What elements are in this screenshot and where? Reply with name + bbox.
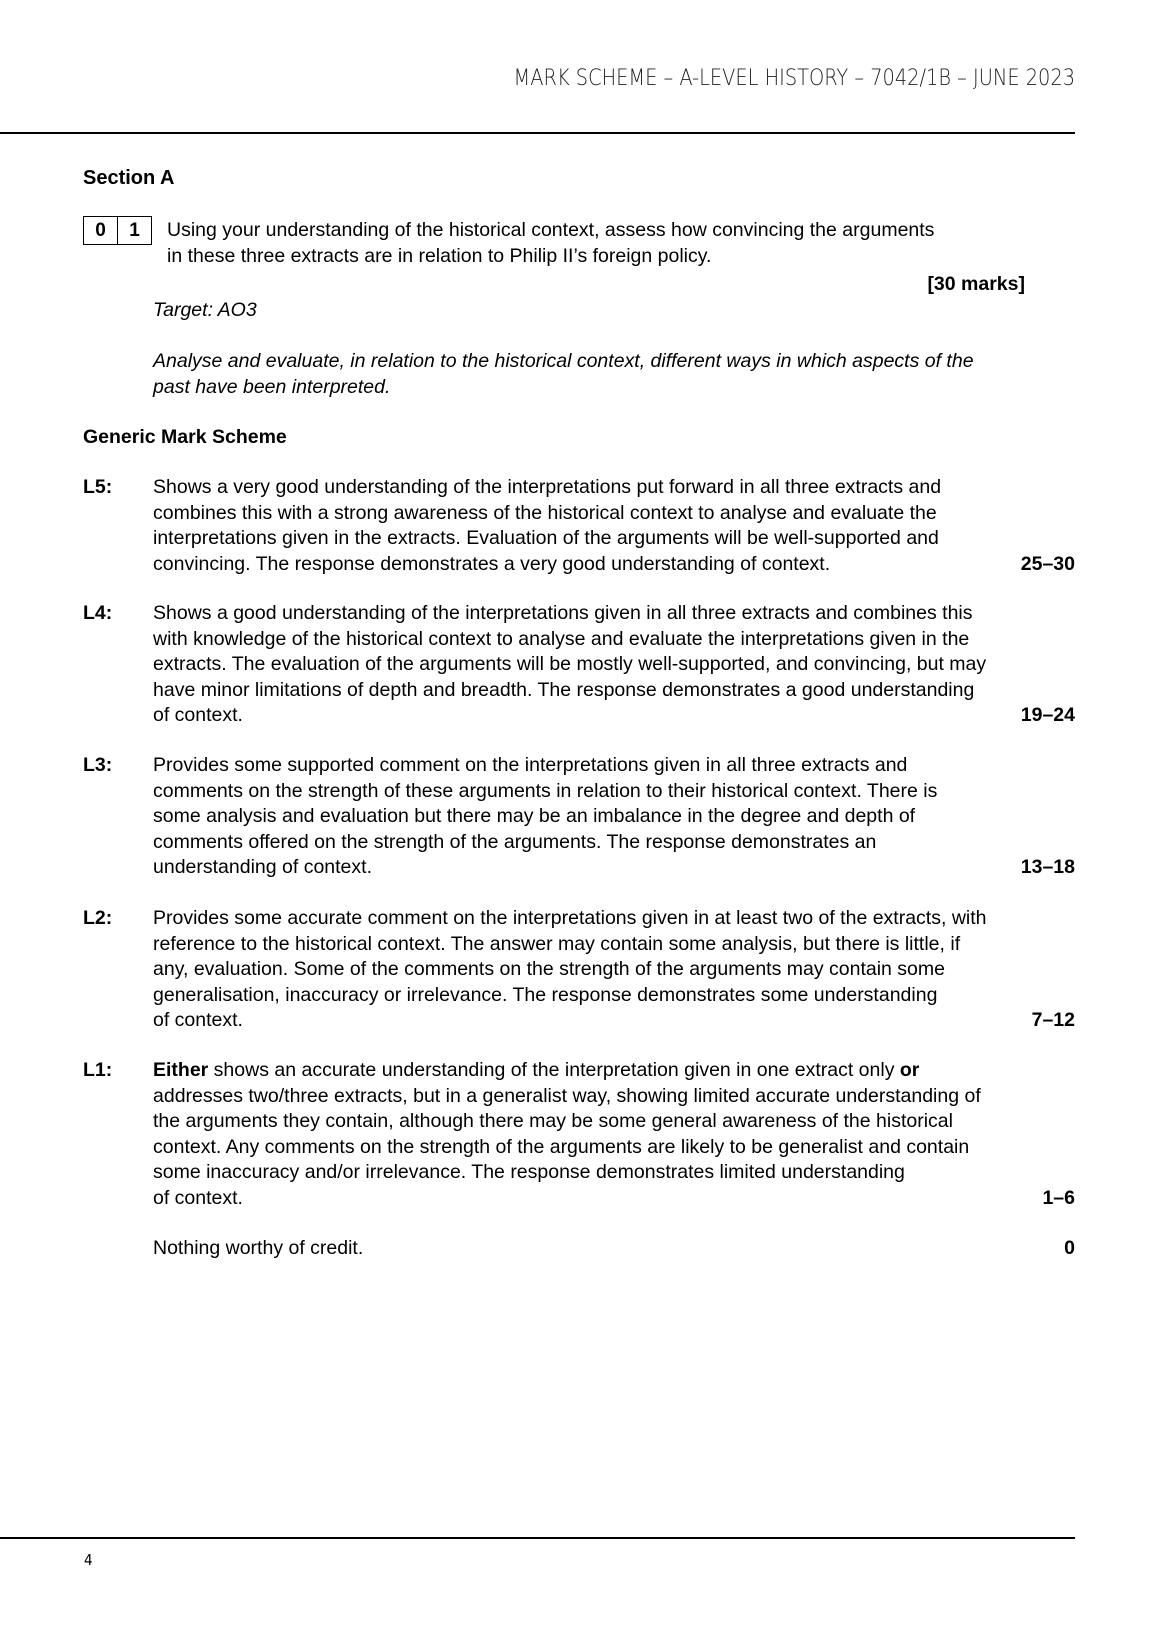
level-text-line: any, evaluation. Some of the comments on the strength of the arguments may contain some: [153, 958, 945, 980]
level-marks: 13–18: [1020, 856, 1075, 878]
level-marks: 1–6: [1042, 1186, 1075, 1209]
level-text-line: understanding of context.: [153, 856, 372, 878]
level-label: L5:: [83, 476, 113, 498]
level-text-line: the arguments they contain, although there may be some general awareness of the historical: [153, 1110, 953, 1132]
emphasis-either: Either: [153, 1059, 209, 1081]
level-label: L4:: [83, 602, 113, 624]
emphasis-or: or: [899, 1059, 920, 1081]
level-text: [153, 475, 1013, 577]
level-marks: 0: [1064, 1237, 1075, 1259]
level-text-line: convincing. The response demonstrates a very good understanding of context.: [153, 552, 831, 575]
level-text-line: interpretations given in the extracts. Evaluation of the arguments will be well-supported and: [153, 527, 939, 549]
level-text-line: comments offered on the strength of the arguments. The response demonstrates an: [153, 830, 877, 853]
level-text-line: have minor limitations of depth and breadth. The response demonstrates a good understanding: [153, 678, 975, 701]
level-text-line: some inaccuracy and/or irrelevance. The response demonstrates limited understanding: [153, 1161, 905, 1183]
level-label: L1:: [83, 1059, 113, 1081]
level-text-line: addresses two/three extracts, but in a generalist way, showing limited accurate understanding of: [153, 1084, 981, 1107]
level-descriptor-l1: [83, 1058, 1075, 1211]
level-descriptor-l3: [83, 753, 1075, 881]
level-text-line: of context.: [153, 1186, 243, 1209]
level-descriptor-l2: [83, 906, 1075, 1034]
ao-description-line: past have been interpreted.: [153, 375, 391, 398]
level-text: [153, 1058, 1013, 1211]
level-label: L3:: [83, 754, 113, 776]
level-text-line: Shows a very good understanding of the interpretations put forward in all three extracts and: [153, 476, 942, 498]
question-text-line: Using your understanding of the historical context, assess how convincing the arguments: [167, 219, 935, 241]
assessment-target: Target: AO3: [153, 299, 257, 321]
level-text-line: extracts. The evaluation of the arguments will be mostly well-supported, and convincing, but may: [153, 653, 987, 675]
level-text-line: comments on the strength of these arguments in relation to their historical context. There is: [153, 779, 938, 802]
question-text: [167, 218, 1047, 269]
level-text: [153, 1236, 1013, 1262]
level-text-line: Provides some supported comment on the interpretations given in all three extracts and: [153, 754, 908, 776]
level-descriptor-zero: [83, 1236, 1075, 1262]
level-label: L2:: [83, 907, 113, 929]
level-text-line: Provides some accurate comment on the interpretations given in at least two of the extracts, with: [153, 907, 987, 929]
level-text-line: combines this with a strong awareness of the historical context to analyse and evaluate the: [153, 501, 937, 524]
question-number-box: [83, 216, 152, 245]
question-number-digit: 0: [95, 219, 106, 241]
level-text-line: reference to the historical context. The answer may contain some analysis, but there is little, if: [153, 932, 961, 955]
level-marks: 19–24: [1020, 704, 1075, 726]
level-marks: 25–30: [1020, 552, 1075, 575]
question-text-line: in these three extracts are in relation to Philip II’s foreign policy.: [167, 244, 712, 267]
level-text: [153, 601, 1013, 729]
level-text-line: [153, 1058, 1013, 1084]
level-text: [153, 753, 1013, 881]
level-descriptor-l5: [83, 475, 1075, 577]
question-marks: [30 marks]: [927, 273, 1025, 295]
level-text-line: context. Any comments on the strength of the arguments are likely to be generalist and contain: [153, 1135, 970, 1158]
level-text-line: with knowledge of the historical context to analyse and evaluate the interpretations given in the: [153, 627, 970, 650]
level-text-line: some analysis and evaluation but there may be an imbalance in the degree and depth of: [153, 805, 916, 827]
level-text-line: of context.: [153, 1009, 243, 1031]
level-text-line: Nothing worthy of credit.: [153, 1237, 364, 1259]
level-text-line: generalisation, inaccuracy or irrelevance. The response demonstrates some understanding: [153, 983, 938, 1006]
level-text-fragment: shows an accurate understanding of the interpretation given in one extract only: [208, 1059, 900, 1081]
level-descriptor-l4: [83, 601, 1075, 729]
section-title: Section A: [83, 167, 175, 189]
level-text: [153, 906, 1013, 1034]
footer-divider: [0, 1537, 1075, 1539]
level-text-line: of context.: [153, 704, 243, 726]
assessment-objective-description: [153, 349, 1073, 400]
document-header-title: MARK SCHEME – A-LEVEL HISTORY – 7042/1B – JUNE 2023: [513, 66, 1075, 91]
level-marks: 7–12: [1031, 1009, 1075, 1031]
generic-mark-scheme-title: Generic Mark Scheme: [83, 426, 287, 448]
level-text-line: Shows a good understanding of the interpretations given in all three extracts and combines this: [153, 602, 973, 624]
header-divider: [0, 132, 1075, 134]
ao-description-line: Analyse and evaluate, in relation to the historical context, different ways in which aspects of the: [153, 350, 974, 372]
page-number: 4: [84, 1551, 93, 1569]
question-number-digit: 1: [117, 217, 151, 244]
